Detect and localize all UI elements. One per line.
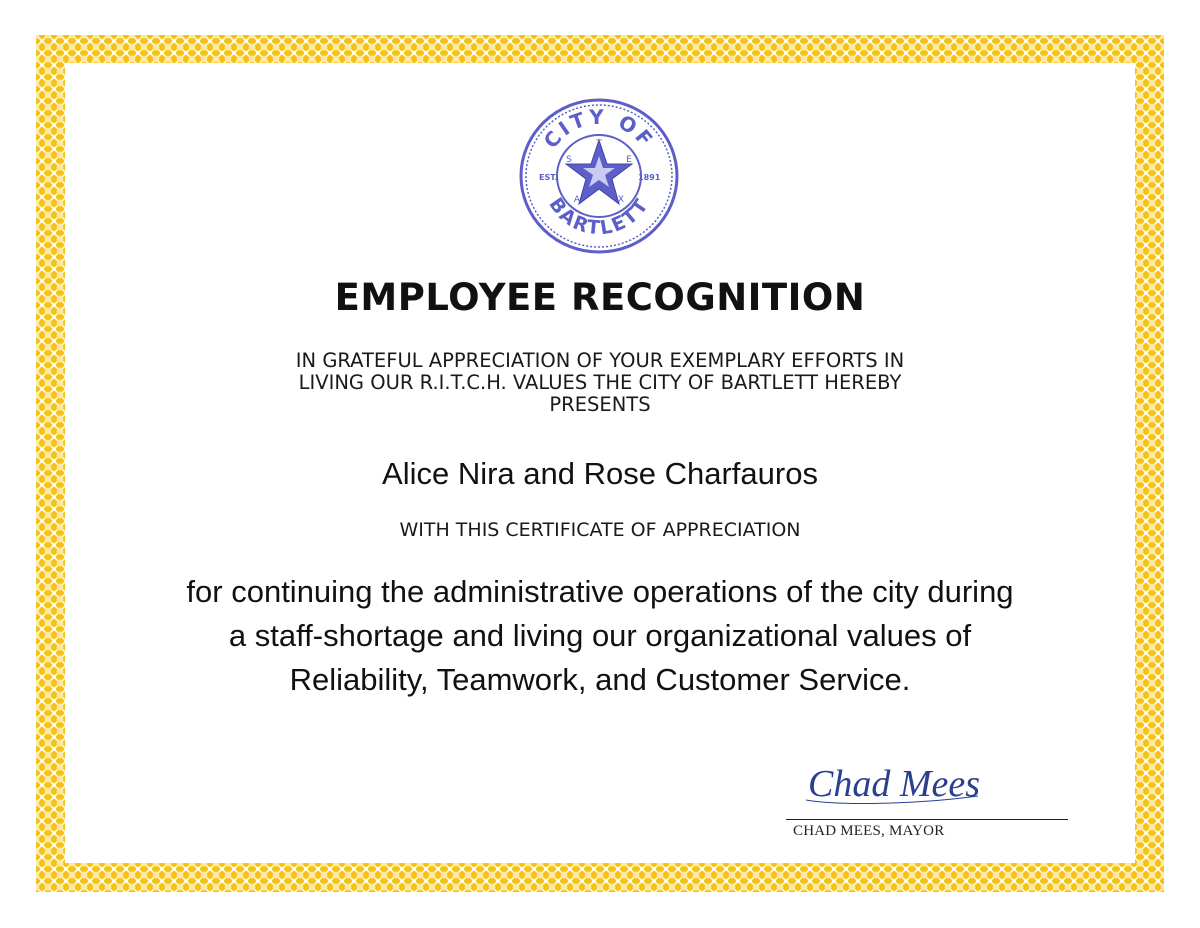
preamble-line: IN GRATEFUL APPRECIATION OF YOUR EXEMPLARY EFFORTS IN <box>295 349 905 372</box>
seal-star-letter: S <box>566 155 572 165</box>
certificate-line: WITH THIS CERTIFICATE OF APPRECIATION <box>399 519 801 541</box>
seal-top-text: CITY OF <box>538 104 660 153</box>
signature-line <box>786 819 1068 820</box>
seal-star-letter: A <box>573 195 581 205</box>
preamble <box>170 350 1030 416</box>
seal-left-text: EST. <box>539 173 558 182</box>
seal-star-letter: X <box>617 195 625 205</box>
certificate-title: EMPLOYEE RECOGNITION <box>334 276 866 319</box>
mayor-signature <box>800 752 1000 812</box>
seal-bottom-text: BARTLETT <box>544 193 654 240</box>
city-seal <box>517 96 681 256</box>
recipient-names: Alice Nira and Rose Charfauros <box>382 456 818 491</box>
signature-script: Chad Mees <box>808 763 981 805</box>
seal-star-letter: E <box>626 155 632 165</box>
seal-star-letter: T <box>596 139 602 149</box>
reason-line: for continuing the administrative operations of the city during <box>186 574 1014 609</box>
reason-line: Reliability, Teamwork, and Customer Service. <box>289 662 911 697</box>
preamble-line: PRESENTS <box>549 393 651 416</box>
recognition-reason <box>120 570 1080 702</box>
signer-title: CHAD MEES, MAYOR <box>793 823 945 839</box>
seal-right-text: 1891 <box>638 173 661 182</box>
preamble-line: LIVING OUR R.I.T.C.H. VALUES THE CITY OF BARTLETT HEREBY <box>298 371 902 394</box>
reason-line: a staff-shortage and living our organizational values of <box>228 618 972 653</box>
